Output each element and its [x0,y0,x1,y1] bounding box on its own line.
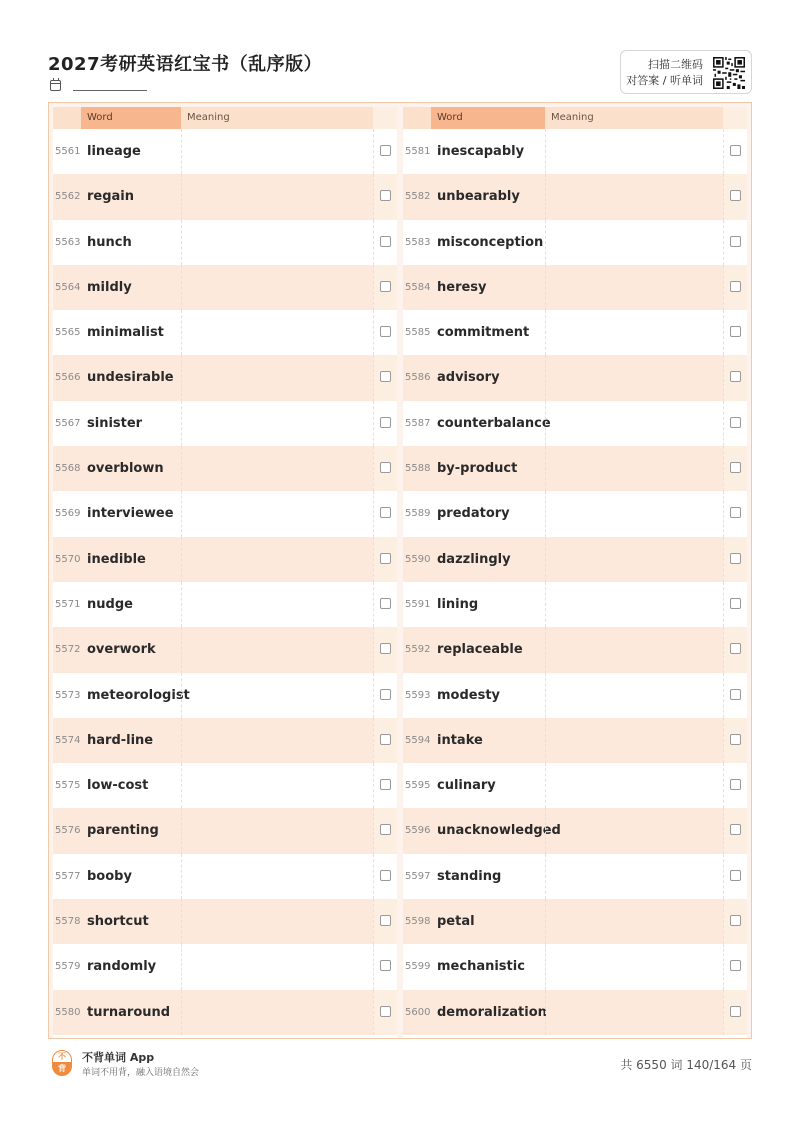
logo-top: 不 [52,1050,72,1063]
table-row [403,854,747,899]
checkbox[interactable] [730,371,741,382]
word-text: petal [437,914,475,930]
check-cell [373,174,397,219]
meaning-field[interactable] [545,537,723,582]
meaning-field[interactable] [545,899,723,944]
word-text: demoralization [437,1004,547,1020]
word-number: 5582 [405,191,431,203]
qr-caption [626,57,703,89]
word-text: minimalist [87,325,164,341]
meaning-field[interactable] [181,446,373,491]
check-cell [723,401,747,446]
check-cell [373,265,397,310]
word-column-left [53,107,397,1038]
qr-caption-line1: 扫描二维码 [648,58,703,71]
word-text: dazzlingly [437,551,511,567]
word-text: meteorologist [87,687,190,703]
meaning-field[interactable] [181,355,373,400]
check-cell [373,808,397,853]
checkbox[interactable] [730,281,741,292]
table-row [53,718,397,763]
word-number: 5598 [405,916,431,928]
table-row [53,265,397,310]
checkbox[interactable] [730,462,741,473]
check-cell [723,355,747,400]
checkbox[interactable] [380,779,391,790]
word-text: nudge [87,596,133,612]
word-text: hunch [87,234,132,250]
word-number: 5600 [405,1006,431,1018]
check-cell [723,582,747,627]
word-text: regain [87,189,135,205]
word-text: randomly [87,959,157,975]
check-cell [723,808,747,853]
qr-caption-line2: 对答案 / 听单词 [626,74,703,87]
qr-card[interactable] [620,50,752,94]
checkbox[interactable] [730,689,741,700]
check-cell [723,763,747,808]
meaning-field[interactable] [545,401,723,446]
word-number: 5587 [405,417,431,429]
word-text: turnaround [87,1004,171,1020]
word-number: 5573 [55,689,81,701]
word-number: 5577 [55,870,81,882]
word-text: booby [87,868,132,884]
word-text: counterbalance [437,415,551,431]
checkbox[interactable] [380,824,391,835]
page-header [48,48,752,98]
word-text: intake [437,732,483,748]
word-text: sinister [87,415,143,431]
check-cell [373,899,397,944]
meaning-field[interactable] [545,446,723,491]
word-number: 5569 [55,508,81,520]
table-row [53,854,397,899]
table-row [403,129,747,174]
meaning-field[interactable] [181,265,373,310]
table-row [403,310,747,355]
meaning-field[interactable] [181,627,373,672]
checkbox[interactable] [380,915,391,926]
checkbox[interactable] [380,507,391,518]
check-cell [373,310,397,355]
meaning-field[interactable] [545,355,723,400]
checkbox[interactable] [380,734,391,745]
checkbox[interactable] [730,417,741,428]
checkbox[interactable] [380,689,391,700]
check-cell [373,220,397,265]
word-text: shortcut [87,914,149,930]
meaning-field[interactable] [181,673,373,718]
table-row [53,808,397,853]
rows-left [53,129,397,1035]
checkbox[interactable] [730,236,741,247]
check-cell [373,582,397,627]
word-number: 5564 [55,281,81,293]
table-row [403,673,747,718]
word-text: advisory [437,370,500,386]
checkbox[interactable] [730,598,741,609]
word-text: standing [437,868,502,884]
word-text: culinary [437,778,496,794]
header-check [373,107,397,129]
word-text: inescapably [437,144,525,159]
check-cell [373,491,397,536]
checkbox[interactable] [380,598,391,609]
meaning-field[interactable] [545,627,723,672]
calendar-icon [50,80,61,91]
checkbox[interactable] [730,643,741,654]
qr-code-icon[interactable] [713,57,745,89]
check-cell [723,854,747,899]
table-row [53,220,397,265]
checkbox[interactable] [380,870,391,881]
check-cell [723,718,747,763]
app-name: 不背单词 App [82,1051,155,1064]
checkbox[interactable] [380,462,391,473]
meaning-field[interactable] [545,310,723,355]
word-number: 5565 [55,327,81,339]
checkbox[interactable] [730,734,741,745]
check-cell [373,854,397,899]
word-text: modesty [437,687,501,703]
meaning-field[interactable] [181,763,373,808]
checkbox[interactable] [380,643,391,654]
table-row [53,944,397,989]
check-cell [373,944,397,989]
table-row [53,446,397,491]
check-cell [723,990,747,1035]
check-cell [373,718,397,763]
word-table [48,102,752,1039]
check-cell [373,627,397,672]
table-row [53,537,397,582]
check-cell [723,537,747,582]
word-number: 5579 [55,961,81,973]
meaning-field[interactable] [545,854,723,899]
checkbox[interactable] [730,779,741,790]
checkbox[interactable] [730,824,741,835]
checkbox[interactable] [380,281,391,292]
word-number: 5561 [55,146,81,157]
word-number: 5592 [405,644,431,656]
check-cell [373,355,397,400]
word-number: 5584 [405,281,431,293]
checkbox[interactable] [380,417,391,428]
check-cell [723,944,747,989]
table-row [53,174,397,219]
word-number: 5594 [405,734,431,746]
checkbox[interactable] [730,960,741,971]
table-row [403,990,747,1035]
meaning-field[interactable] [181,401,373,446]
word-text: lining [437,596,479,612]
meaning-field[interactable] [545,763,723,808]
date-field[interactable] [73,81,147,91]
check-cell [723,174,747,219]
checkbox[interactable] [380,145,391,156]
check-cell [373,990,397,1035]
table-row [403,808,747,853]
meaning-field[interactable] [545,129,723,174]
word-number: 5588 [405,463,431,475]
table-row [403,763,747,808]
table-row [53,310,397,355]
meaning-field[interactable] [545,718,723,763]
word-number: 5578 [55,916,81,928]
word-number: 5566 [55,372,81,384]
meaning-field[interactable] [181,854,373,899]
word-text: inedible [87,551,146,567]
checkbox[interactable] [730,870,741,881]
table-row [53,627,397,672]
meaning-field[interactable] [545,808,723,853]
meaning-field[interactable] [545,944,723,989]
check-cell [723,220,747,265]
meaning-field[interactable] [545,673,723,718]
check-cell [723,627,747,672]
table-row [53,129,397,174]
word-text: heresy [437,279,487,295]
word-text: unacknowledged [437,823,561,839]
page-footer [48,1046,752,1080]
word-text: commitment [437,325,530,341]
checkbox[interactable] [380,1006,391,1017]
word-text: undesirable [87,370,174,386]
word-number: 5572 [55,644,81,656]
word-text: mechanistic [437,959,525,975]
meaning-field[interactable] [545,582,723,627]
check-cell [373,673,397,718]
meaning-field[interactable] [545,491,723,536]
checkbox[interactable] [730,915,741,926]
word-text: misconception [437,234,544,250]
header-word: Word [81,107,181,129]
header-check [723,107,747,129]
word-number: 5597 [405,870,431,882]
word-number: 5583 [405,236,431,248]
check-cell [373,763,397,808]
table-row [403,491,747,536]
header-meaning: Meaning [551,112,594,123]
checkbox[interactable] [380,960,391,971]
check-cell [373,446,397,491]
word-number: 5575 [55,780,81,792]
check-cell [723,673,747,718]
word-number: 5599 [405,961,431,973]
table-row [403,401,747,446]
check-cell [723,491,747,536]
table-row [53,899,397,944]
word-text: replaceable [437,642,523,658]
word-text: overwork [87,642,156,658]
word-number: 5581 [405,146,431,157]
word-number: 5589 [405,508,431,520]
checkbox[interactable] [380,326,391,337]
page-title: 2027考研英语红宝书（乱序版） [48,54,323,75]
table-row [403,220,747,265]
checkbox[interactable] [380,236,391,247]
check-cell [723,899,747,944]
table-row [53,763,397,808]
word-number: 5574 [55,734,81,746]
table-row [403,582,747,627]
header-word: Word [431,107,545,129]
word-text: unbearably [437,189,520,205]
word-text: low-cost [87,778,149,794]
checkbox[interactable] [730,553,741,564]
meaning-field[interactable] [181,808,373,853]
rows-right [403,129,747,1035]
table-row [53,401,397,446]
table-row [53,673,397,718]
word-number: 5563 [55,236,81,248]
meaning-field[interactable] [181,899,373,944]
meaning-field[interactable] [181,537,373,582]
checkbox[interactable] [380,371,391,382]
word-column-right [403,107,747,1038]
check-cell [723,265,747,310]
table-row [53,355,397,400]
date-row [50,80,147,91]
word-number: 5593 [405,689,431,701]
meaning-field[interactable] [181,174,373,219]
checkbox[interactable] [730,507,741,518]
word-text: parenting [87,823,159,839]
checkbox[interactable] [380,553,391,564]
table-row [53,491,397,536]
word-number: 5586 [405,372,431,384]
word-number: 5562 [55,191,81,203]
table-row [53,990,397,1035]
checkbox[interactable] [380,190,391,201]
word-number: 5570 [55,553,81,565]
word-number: 5590 [405,553,431,565]
check-cell [723,129,747,174]
table-row [403,355,747,400]
table-row [403,174,747,219]
table-header-left [53,107,397,129]
check-cell [373,401,397,446]
table-row [403,718,747,763]
checkbox[interactable] [730,145,741,156]
meaning-field[interactable] [181,582,373,627]
meaning-field[interactable] [545,174,723,219]
checkbox[interactable] [730,1006,741,1017]
table-row [403,537,747,582]
word-number: 5567 [55,417,81,429]
word-text: lineage [87,144,141,159]
meaning-field[interactable] [181,718,373,763]
checkbox[interactable] [730,326,741,337]
word-number: 5585 [405,327,431,339]
table-row [53,582,397,627]
meaning-field[interactable] [181,220,373,265]
word-number: 5595 [405,780,431,792]
table-row [403,899,747,944]
page-info: 共 6550 词 140/164 页 [620,1058,752,1072]
app-slogan: 单词不用背，融入语境自然会 [82,1068,200,1078]
check-cell [723,310,747,355]
table-row [403,944,747,989]
meaning-field[interactable] [181,944,373,989]
word-number: 5580 [55,1006,81,1018]
header-meaning: Meaning [187,112,230,123]
word-text: interviewee [87,506,174,522]
table-row [403,627,747,672]
meaning-field[interactable] [545,990,723,1035]
word-text: mildly [87,279,132,295]
meaning-field[interactable] [181,491,373,536]
table-row [403,265,747,310]
checkbox[interactable] [730,190,741,201]
word-text: predatory [437,506,510,522]
word-number: 5571 [55,598,81,610]
table-header-right [403,107,747,129]
table-row [403,446,747,491]
meaning-field[interactable] [181,310,373,355]
word-text: hard-line [87,732,154,748]
meaning-field[interactable] [181,129,373,174]
meaning-field[interactable] [181,990,373,1035]
check-cell [373,537,397,582]
meaning-field[interactable] [545,265,723,310]
check-cell [373,129,397,174]
word-text: by-product [437,461,518,477]
meaning-field[interactable] [545,220,723,265]
logo-bottom: 背 [52,1063,72,1076]
word-number: 5591 [405,598,431,610]
app-logo-icon [52,1050,72,1076]
word-number: 5568 [55,463,81,475]
word-number: 5576 [55,825,81,837]
word-text: overblown [87,461,164,477]
word-number: 5596 [405,825,431,837]
check-cell [723,446,747,491]
